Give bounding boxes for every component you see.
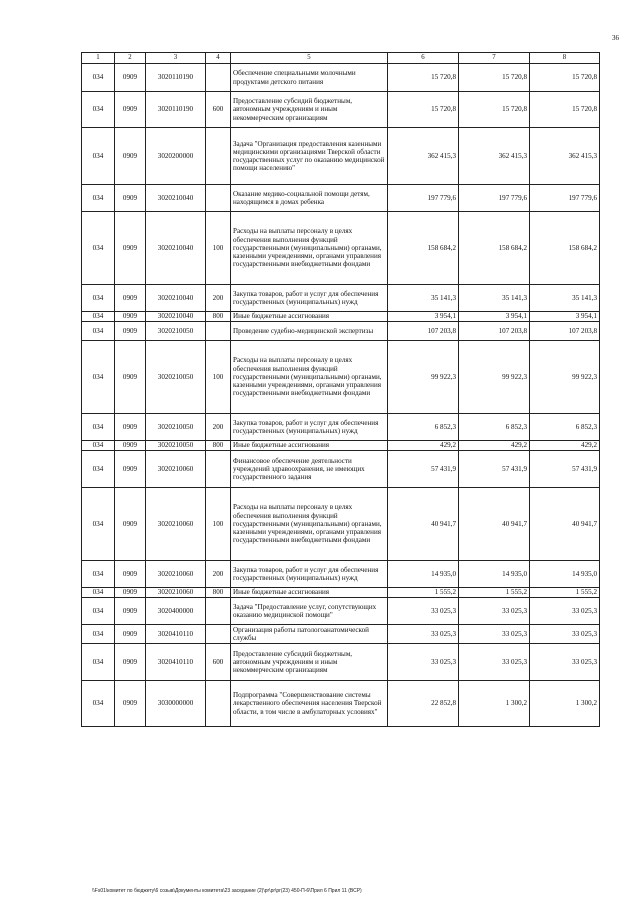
table-row xyxy=(82,341,600,414)
target-article-cell: 3020110190 xyxy=(146,92,206,128)
code-cell: 034 xyxy=(82,341,115,414)
amount-cell: 158 684,2 xyxy=(530,212,600,285)
table-row xyxy=(82,185,600,212)
expense-type-cell: 100 xyxy=(206,341,231,414)
code-cell: 034 xyxy=(82,588,115,598)
table-row xyxy=(82,64,600,92)
code-cell: 034 xyxy=(82,598,115,625)
expense-type-cell: 100 xyxy=(206,212,231,285)
table-row xyxy=(82,598,600,625)
amount-cell: 429,2 xyxy=(459,441,530,451)
table-row xyxy=(82,625,600,644)
amount-cell: 33 025,3 xyxy=(530,625,600,644)
expense-type-cell xyxy=(206,322,231,341)
code-cell: 034 xyxy=(82,128,115,185)
amount-cell: 33 025,3 xyxy=(459,625,530,644)
item-name-cell: Закупка товаров, работ и услуг для обеспечения государственных (муниципальных) нужд xyxy=(231,414,388,441)
amount-cell: 15 720,8 xyxy=(530,64,600,92)
column-number: 8 xyxy=(530,53,600,64)
target-article-cell: 3020210060 xyxy=(146,588,206,598)
target-article-cell: 3030000000 xyxy=(146,681,206,727)
amount-cell: 107 203,8 xyxy=(459,322,530,341)
column-number: 7 xyxy=(459,53,530,64)
column-number: 3 xyxy=(146,53,206,64)
target-article-cell: 3020210050 xyxy=(146,341,206,414)
amount-cell: 1 555,2 xyxy=(459,588,530,598)
table-body xyxy=(82,64,600,727)
code-cell: 034 xyxy=(82,285,115,312)
table-row xyxy=(82,312,600,322)
target-article-cell: 3020210050 xyxy=(146,322,206,341)
amount-cell: 197 779,6 xyxy=(530,185,600,212)
expense-type-cell: 800 xyxy=(206,588,231,598)
item-name-cell: Организация работы патологоанатомической службы xyxy=(231,625,388,644)
item-name-cell: Расходы на выплаты персоналу в целях обеспечения выполнения функций государственными (муниципальными) органами, казенными учреждениями, органами управления государственными внебюджетными фондами xyxy=(231,212,388,285)
item-name-cell: Закупка товаров, работ и услуг для обеспечения государственных (муниципальных) нужд xyxy=(231,561,388,588)
amount-cell: 33 025,3 xyxy=(459,598,530,625)
item-name-cell: Иные бюджетные ассигнования xyxy=(231,588,388,598)
code-cell: 034 xyxy=(82,488,115,561)
item-name-cell: Закупка товаров, работ и услуг для обеспечения государственных (муниципальных) нужд xyxy=(231,285,388,312)
code-cell: 034 xyxy=(82,681,115,727)
table-row xyxy=(82,588,600,598)
section-cell: 0909 xyxy=(115,212,146,285)
code-cell: 034 xyxy=(82,185,115,212)
target-article-cell: 3020210050 xyxy=(146,441,206,451)
amount-cell: 99 922,3 xyxy=(530,341,600,414)
code-cell: 034 xyxy=(82,441,115,451)
amount-cell: 33 025,3 xyxy=(388,598,459,625)
amount-cell: 57 431,9 xyxy=(388,451,459,488)
item-name-cell: Подпрограмма "Совершенствование системы лекарственного обеспечения населения Тверской области, в том числе в амбулаторных условиях" xyxy=(231,681,388,727)
target-article-cell: 3020210040 xyxy=(146,312,206,322)
target-article-cell: 3020410110 xyxy=(146,644,206,681)
target-article-cell: 3020210040 xyxy=(146,212,206,285)
amount-cell: 1 300,2 xyxy=(459,681,530,727)
column-number: 2 xyxy=(115,53,146,64)
section-cell: 0909 xyxy=(115,128,146,185)
expense-type-cell: 600 xyxy=(206,92,231,128)
section-cell: 0909 xyxy=(115,64,146,92)
section-cell: 0909 xyxy=(115,312,146,322)
amount-cell: 1 300,2 xyxy=(530,681,600,727)
item-name-cell: Задача "Предоставление услуг, сопутствующих оказанию медицинской помощи" xyxy=(231,598,388,625)
section-cell: 0909 xyxy=(115,341,146,414)
expense-type-cell xyxy=(206,681,231,727)
target-article-cell: 3020210050 xyxy=(146,414,206,441)
amount-cell: 6 852,3 xyxy=(388,414,459,441)
amount-cell: 15 720,8 xyxy=(459,64,530,92)
amount-cell: 40 941,7 xyxy=(530,488,600,561)
code-cell: 034 xyxy=(82,312,115,322)
amount-cell: 3 954,1 xyxy=(459,312,530,322)
item-name-cell: Предоставление субсидий бюджетным, автономным учреждениям и иным некоммерческим организациям xyxy=(231,644,388,681)
expense-type-cell: 200 xyxy=(206,285,231,312)
table-row xyxy=(82,414,600,441)
code-cell: 034 xyxy=(82,451,115,488)
amount-cell: 15 720,8 xyxy=(530,92,600,128)
amount-cell: 197 779,6 xyxy=(459,185,530,212)
page-number: 36 xyxy=(612,34,619,42)
amount-cell: 22 852,8 xyxy=(388,681,459,727)
amount-cell: 35 141,3 xyxy=(459,285,530,312)
table-row xyxy=(82,441,600,451)
code-cell: 034 xyxy=(82,92,115,128)
item-name-cell: Проведение судебно-медицинской экспертизы xyxy=(231,322,388,341)
target-article-cell: 3020210060 xyxy=(146,561,206,588)
amount-cell: 14 935,0 xyxy=(530,561,600,588)
item-name-cell: Финансовое обеспечение деятельности учреждений здравоохранения, не имеющих государственного задания xyxy=(231,451,388,488)
item-name-cell: Оказание медико-социальной помощи детям, находящимся в домах ребенка xyxy=(231,185,388,212)
target-article-cell: 3020210060 xyxy=(146,488,206,561)
target-article-cell: 3020110190 xyxy=(146,64,206,92)
target-article-cell: 3020200000 xyxy=(146,128,206,185)
expense-type-cell xyxy=(206,128,231,185)
expense-type-cell: 800 xyxy=(206,441,231,451)
amount-cell: 158 684,2 xyxy=(388,212,459,285)
code-cell: 034 xyxy=(82,322,115,341)
amount-cell: 99 922,3 xyxy=(459,341,530,414)
expense-type-cell xyxy=(206,598,231,625)
target-article-cell: 3020210040 xyxy=(146,185,206,212)
amount-cell: 1 555,2 xyxy=(530,588,600,598)
section-cell: 0909 xyxy=(115,488,146,561)
column-number: 6 xyxy=(388,53,459,64)
amount-cell: 362 415,3 xyxy=(388,128,459,185)
expense-type-cell xyxy=(206,625,231,644)
amount-cell: 33 025,3 xyxy=(388,625,459,644)
item-name-cell: Задача "Организация предоставления казенными медицинскими организациями Тверской области государственных услуг по оказанию медицинской помощи населению" xyxy=(231,128,388,185)
column-number: 1 xyxy=(82,53,115,64)
amount-cell: 33 025,3 xyxy=(530,644,600,681)
expense-type-cell: 200 xyxy=(206,561,231,588)
table-row xyxy=(82,561,600,588)
item-name-cell: Расходы на выплаты персоналу в целях обеспечения выполнения функций государственными (муниципальными) органами, казенными учреждениями, органами управления государственными внебюджетными фондами xyxy=(231,488,388,561)
amount-cell: 35 141,3 xyxy=(530,285,600,312)
amount-cell: 107 203,8 xyxy=(530,322,600,341)
code-cell: 034 xyxy=(82,561,115,588)
expense-type-cell xyxy=(206,185,231,212)
amount-cell: 15 720,8 xyxy=(388,92,459,128)
expense-type-cell xyxy=(206,64,231,92)
section-cell: 0909 xyxy=(115,285,146,312)
table-row xyxy=(82,644,600,681)
amount-cell: 40 941,7 xyxy=(459,488,530,561)
code-cell: 034 xyxy=(82,414,115,441)
item-name-cell: Иные бюджетные ассигнования xyxy=(231,312,388,322)
section-cell: 0909 xyxy=(115,441,146,451)
section-cell: 0909 xyxy=(115,561,146,588)
item-name-cell: Расходы на выплаты персоналу в целях обеспечения выполнения функций государственными (муниципальными) органами, казенными учреждениями, органами управления государственными внебюджетными фондами xyxy=(231,341,388,414)
amount-cell: 33 025,3 xyxy=(388,644,459,681)
amount-cell: 57 431,9 xyxy=(459,451,530,488)
amount-cell: 6 852,3 xyxy=(530,414,600,441)
amount-cell: 429,2 xyxy=(530,441,600,451)
item-name-cell: Иные бюджетные ассигнования xyxy=(231,441,388,451)
target-article-cell: 3020400000 xyxy=(146,598,206,625)
section-cell: 0909 xyxy=(115,625,146,644)
table-row xyxy=(82,212,600,285)
section-cell: 0909 xyxy=(115,681,146,727)
amount-cell: 107 203,8 xyxy=(388,322,459,341)
table-row xyxy=(82,451,600,488)
amount-cell: 429,2 xyxy=(388,441,459,451)
amount-cell: 14 935,0 xyxy=(388,561,459,588)
expense-type-cell xyxy=(206,451,231,488)
column-number: 4 xyxy=(206,53,231,64)
target-article-cell: 3020410110 xyxy=(146,625,206,644)
amount-cell: 362 415,3 xyxy=(530,128,600,185)
amount-cell: 158 684,2 xyxy=(459,212,530,285)
amount-cell: 6 852,3 xyxy=(459,414,530,441)
expense-type-cell: 800 xyxy=(206,312,231,322)
amount-cell: 40 941,7 xyxy=(388,488,459,561)
table-row xyxy=(82,681,600,727)
target-article-cell: 3020210060 xyxy=(146,451,206,488)
code-cell: 034 xyxy=(82,644,115,681)
table-row xyxy=(82,488,600,561)
amount-cell: 99 922,3 xyxy=(388,341,459,414)
section-cell: 0909 xyxy=(115,185,146,212)
section-cell: 0909 xyxy=(115,451,146,488)
expense-type-cell: 200 xyxy=(206,414,231,441)
amount-cell: 35 141,3 xyxy=(388,285,459,312)
amount-cell: 15 720,8 xyxy=(388,64,459,92)
code-cell: 034 xyxy=(82,212,115,285)
amount-cell: 1 555,2 xyxy=(388,588,459,598)
amount-cell: 14 935,0 xyxy=(459,561,530,588)
table-row xyxy=(82,128,600,185)
amount-cell: 3 954,1 xyxy=(530,312,600,322)
amount-cell: 15 720,8 xyxy=(459,92,530,128)
amount-cell: 33 025,3 xyxy=(459,644,530,681)
amount-cell: 57 431,9 xyxy=(530,451,600,488)
amount-cell: 197 779,6 xyxy=(388,185,459,212)
item-name-cell: Предоставление субсидий бюджетным, автономным учреждениям и иным некоммерческим организациям xyxy=(231,92,388,128)
footer-file-path: \\Fs01\комитет по бюджету\6 созыв\Документы комитета\23 заседание (2)\pr\pr\pr(23) 450-П-6\Прил 6 Прил 11 (ВСР) xyxy=(92,888,362,894)
table-row xyxy=(82,285,600,312)
expense-type-cell: 100 xyxy=(206,488,231,561)
table-row xyxy=(82,92,600,128)
expense-type-cell: 600 xyxy=(206,644,231,681)
code-cell: 034 xyxy=(82,64,115,92)
amount-cell: 3 954,1 xyxy=(388,312,459,322)
target-article-cell: 3020210040 xyxy=(146,285,206,312)
section-cell: 0909 xyxy=(115,598,146,625)
section-cell: 0909 xyxy=(115,414,146,441)
section-cell: 0909 xyxy=(115,322,146,341)
section-cell: 0909 xyxy=(115,588,146,598)
column-number: 5 xyxy=(231,53,388,64)
budget-table xyxy=(81,52,600,727)
table-row xyxy=(82,322,600,341)
code-cell: 034 xyxy=(82,625,115,644)
section-cell: 0909 xyxy=(115,644,146,681)
item-name-cell: Обеспечение специальными молочными продуктами детского питания xyxy=(231,64,388,92)
amount-cell: 33 025,3 xyxy=(530,598,600,625)
section-cell: 0909 xyxy=(115,92,146,128)
column-number-row xyxy=(82,53,600,64)
amount-cell: 362 415,3 xyxy=(459,128,530,185)
